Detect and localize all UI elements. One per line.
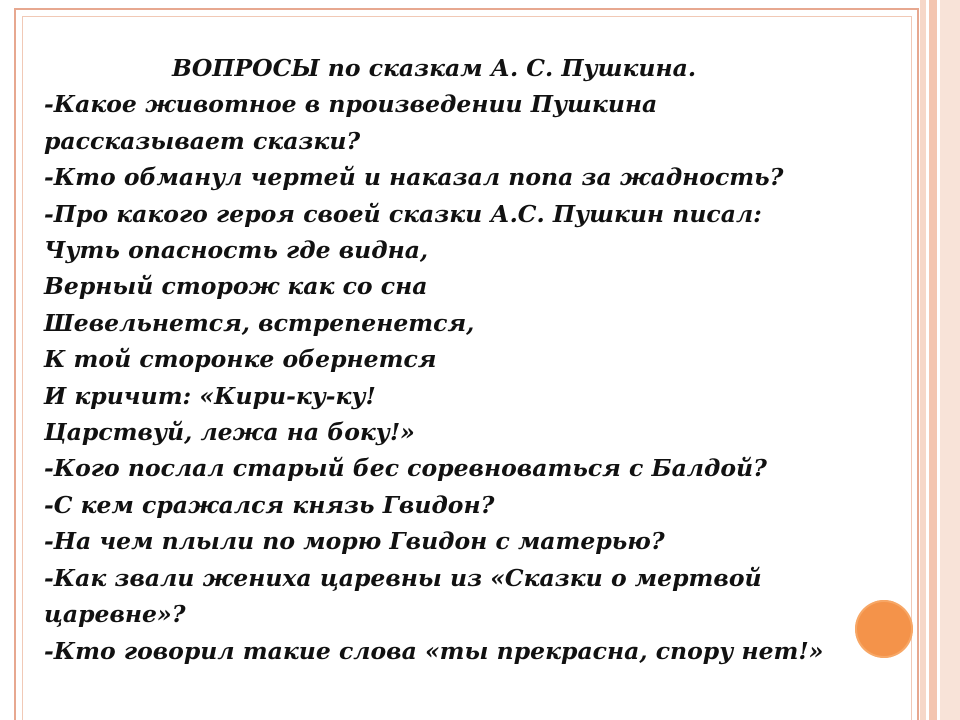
strip-band: [929, 0, 937, 720]
text-line: -Как звали жениха царевны из «Сказки о мертвой: [44, 563, 762, 592]
text-line: -С кем сражался князь Гвидон?: [44, 490, 495, 519]
text-line: -На чем плыли по морю Гвидон с матерью?: [44, 527, 665, 556]
text-line: -Кого послал старый бес соревноваться с Балдой?: [44, 454, 767, 483]
text-line: Верный сторож как со сна: [44, 272, 428, 301]
slide-body: [44, 50, 864, 669]
text-line: -Про какого героя своей сказки А.С. Пушкин писал:: [44, 199, 762, 228]
decorative-side-strip: [920, 0, 960, 720]
text-line: -Какое животное в произведении Пушкина: [44, 90, 658, 119]
text-line: И кричит: «Кири-ку-ку!: [44, 381, 376, 410]
strip-band: [940, 0, 960, 720]
slide-title: ВОПРОСЫ по сказкам А. С. Пушкина.: [171, 54, 697, 82]
text-line: Шевельнется, встрепенется,: [44, 308, 475, 337]
text-line: царевне»?: [44, 600, 186, 629]
text-line: рассказывает сказки?: [44, 126, 361, 155]
text-line: К той сторонке обернется: [44, 345, 437, 374]
text-line: -Кто говорил такие слова «ты прекрасна, спору нет!»: [44, 636, 824, 665]
text-line: -Кто обманул чертей и наказал попа за жадность?: [44, 163, 784, 192]
text-line: Чуть опасность где видна,: [44, 236, 429, 265]
text-line: Царствуй, лежа на боку!»: [44, 418, 415, 447]
